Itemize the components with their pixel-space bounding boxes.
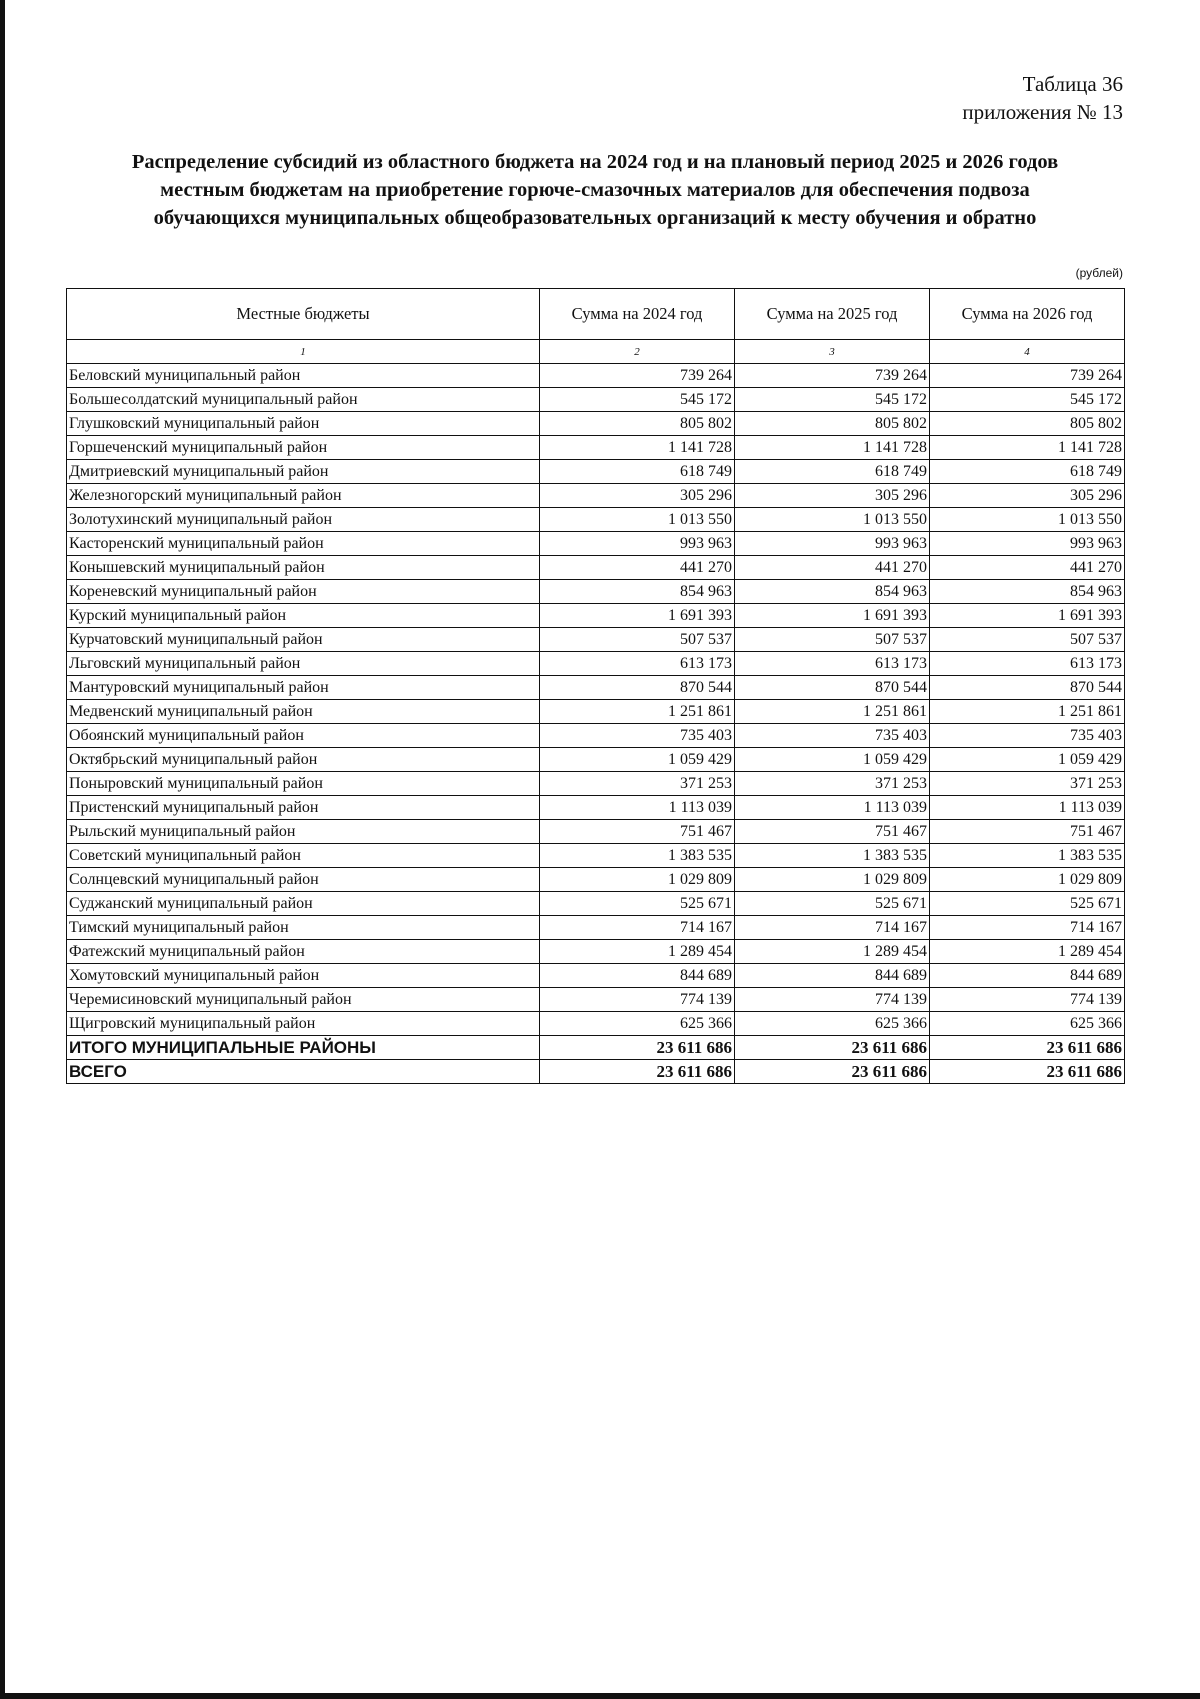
amount-2026-cell: 23 611 686: [930, 1036, 1125, 1060]
amount-2024-cell: 1 059 429: [540, 748, 735, 772]
district-name-cell: Беловский муниципальный район: [67, 364, 540, 388]
district-name-cell: Глушковский муниципальный район: [67, 412, 540, 436]
amount-2025-cell: 1 141 728: [735, 436, 930, 460]
amount-2024-cell: 993 963: [540, 532, 735, 556]
title-line-3: обучающихся муниципальных общеобразовательных организаций к месту обучения и обратно: [153, 207, 1037, 229]
column-number: 1: [67, 340, 540, 364]
document-reference: [962, 70, 1123, 126]
amount-2026-cell: 854 963: [930, 580, 1125, 604]
table-row: [67, 676, 1125, 700]
subsidy-table: [66, 288, 1125, 1084]
amount-2024-cell: 507 537: [540, 628, 735, 652]
amount-2024-cell: 371 253: [540, 772, 735, 796]
amount-2025-cell: 23 611 686: [735, 1060, 930, 1084]
amount-2024-cell: 854 963: [540, 580, 735, 604]
amount-2026-cell: 618 749: [930, 460, 1125, 484]
table-row: [67, 964, 1125, 988]
amount-2026-cell: 305 296: [930, 484, 1125, 508]
table-row: [67, 532, 1125, 556]
amount-2026-cell: 1 289 454: [930, 940, 1125, 964]
column-header-budgets: Местные бюджеты: [67, 289, 540, 340]
table-row: [67, 844, 1125, 868]
amount-2025-cell: 507 537: [735, 628, 930, 652]
table-row: [67, 460, 1125, 484]
amount-2024-cell: 739 264: [540, 364, 735, 388]
table-row: [67, 916, 1125, 940]
amount-2024-cell: 1 691 393: [540, 604, 735, 628]
district-name-cell: Суджанский муниципальный район: [67, 892, 540, 916]
amount-2025-cell: 625 366: [735, 1012, 930, 1036]
scan-border-bottom: [0, 1693, 1200, 1699]
amount-2025-cell: 1 691 393: [735, 604, 930, 628]
column-number: 3: [735, 340, 930, 364]
title-line-1: Распределение субсидий из областного бюджета на 2024 год и на плановый период 2025 и 2026 годов: [131, 151, 1059, 173]
amount-2025-cell: 441 270: [735, 556, 930, 580]
amount-2025-cell: 618 749: [735, 460, 930, 484]
district-name-cell: Железногорский муниципальный район: [67, 484, 540, 508]
amount-2026-cell: 1 691 393: [930, 604, 1125, 628]
table-number-label: Таблица 36: [1022, 72, 1123, 96]
amount-2025-cell: 854 963: [735, 580, 930, 604]
table-row: [67, 748, 1125, 772]
table-row: [67, 892, 1125, 916]
amount-2025-cell: 805 802: [735, 412, 930, 436]
district-name-cell: Октябрьский муниципальный район: [67, 748, 540, 772]
district-name-cell: Курский муниципальный район: [67, 604, 540, 628]
district-name-cell: Горшеченский муниципальный район: [67, 436, 540, 460]
amount-2025-cell: 870 544: [735, 676, 930, 700]
amount-2026-cell: 613 173: [930, 652, 1125, 676]
amount-2024-cell: 1 383 535: [540, 844, 735, 868]
amount-2026-cell: 507 537: [930, 628, 1125, 652]
table-row: [67, 508, 1125, 532]
district-name-cell: Касторенский муниципальный район: [67, 532, 540, 556]
district-name-cell: Поныровский муниципальный район: [67, 772, 540, 796]
district-name-cell: Щигровский муниципальный район: [67, 1012, 540, 1036]
amount-2026-cell: 1 141 728: [930, 436, 1125, 460]
amount-2025-cell: 739 264: [735, 364, 930, 388]
amount-2024-cell: 1 141 728: [540, 436, 735, 460]
amount-2024-cell: 23 611 686: [540, 1036, 735, 1060]
table-row: [67, 652, 1125, 676]
table-row: [67, 604, 1125, 628]
amount-2025-cell: 1 013 550: [735, 508, 930, 532]
district-name-cell: Советский муниципальный район: [67, 844, 540, 868]
district-name-cell: Фатежский муниципальный район: [67, 940, 540, 964]
district-name-cell: Рыльский муниципальный район: [67, 820, 540, 844]
amount-2026-cell: 774 139: [930, 988, 1125, 1012]
amount-2024-cell: 1 251 861: [540, 700, 735, 724]
amount-2026-cell: 441 270: [930, 556, 1125, 580]
column-number-row: [67, 340, 1125, 364]
amount-2024-cell: 1 289 454: [540, 940, 735, 964]
table-row: [67, 580, 1125, 604]
amount-2024-cell: 625 366: [540, 1012, 735, 1036]
amount-2026-cell: 371 253: [930, 772, 1125, 796]
amount-2024-cell: 774 139: [540, 988, 735, 1012]
amount-2024-cell: 751 467: [540, 820, 735, 844]
column-number: 4: [930, 340, 1125, 364]
table-body: [67, 364, 1125, 1084]
amount-2026-cell: 23 611 686: [930, 1060, 1125, 1084]
amount-2025-cell: 774 139: [735, 988, 930, 1012]
amount-2026-cell: 1 013 550: [930, 508, 1125, 532]
amount-2024-cell: 525 671: [540, 892, 735, 916]
amount-2025-cell: 1 251 861: [735, 700, 930, 724]
district-name-cell: Солнцевский муниципальный район: [67, 868, 540, 892]
amount-2025-cell: 1 383 535: [735, 844, 930, 868]
total-row: [67, 1060, 1125, 1084]
column-header-2026: Сумма на 2026 год: [930, 289, 1125, 340]
amount-2026-cell: 714 167: [930, 916, 1125, 940]
amount-2024-cell: 870 544: [540, 676, 735, 700]
amount-2025-cell: 525 671: [735, 892, 930, 916]
amount-2024-cell: 1 113 039: [540, 796, 735, 820]
district-name-cell: Кореневский муниципальный район: [67, 580, 540, 604]
table-row: [67, 556, 1125, 580]
district-name-cell: Курчатовский муниципальный район: [67, 628, 540, 652]
column-header-2024: Сумма на 2024 год: [540, 289, 735, 340]
table-row: [67, 628, 1125, 652]
district-name-cell: ВСЕГО: [67, 1060, 540, 1084]
amount-2026-cell: 625 366: [930, 1012, 1125, 1036]
amount-2024-cell: 613 173: [540, 652, 735, 676]
amount-2026-cell: 739 264: [930, 364, 1125, 388]
amount-2025-cell: 844 689: [735, 964, 930, 988]
amount-2026-cell: 1 251 861: [930, 700, 1125, 724]
amount-2025-cell: 1 289 454: [735, 940, 930, 964]
amount-2026-cell: 1 113 039: [930, 796, 1125, 820]
amount-2026-cell: 545 172: [930, 388, 1125, 412]
amount-2026-cell: 844 689: [930, 964, 1125, 988]
table-row: [67, 700, 1125, 724]
table-row: [67, 364, 1125, 388]
district-name-cell: Черемисиновский муниципальный район: [67, 988, 540, 1012]
amount-2025-cell: 751 467: [735, 820, 930, 844]
district-name-cell: Обоянский муниципальный район: [67, 724, 540, 748]
amount-2025-cell: 23 611 686: [735, 1036, 930, 1060]
table-row: [67, 484, 1125, 508]
table-row: [67, 436, 1125, 460]
amount-2026-cell: 735 403: [930, 724, 1125, 748]
district-name-cell: Хомутовский муниципальный район: [67, 964, 540, 988]
table-row: [67, 772, 1125, 796]
table-row: [67, 388, 1125, 412]
amount-2026-cell: 1 059 429: [930, 748, 1125, 772]
document-title: [60, 148, 1130, 232]
district-name-cell: ИТОГО МУНИЦИПАЛЬНЫЕ РАЙОНЫ: [67, 1036, 540, 1060]
table-row: [67, 1012, 1125, 1036]
amount-2025-cell: 714 167: [735, 916, 930, 940]
amount-2025-cell: 613 173: [735, 652, 930, 676]
appendix-number-label: приложения № 13: [962, 100, 1123, 124]
district-name-cell: Мантуровский муниципальный район: [67, 676, 540, 700]
amount-2024-cell: 714 167: [540, 916, 735, 940]
district-name-cell: Большесолдатский муниципальный район: [67, 388, 540, 412]
amount-2026-cell: 751 467: [930, 820, 1125, 844]
amount-2024-cell: 735 403: [540, 724, 735, 748]
amount-2024-cell: 23 611 686: [540, 1060, 735, 1084]
district-name-cell: Золотухинский муниципальный район: [67, 508, 540, 532]
amount-2024-cell: 805 802: [540, 412, 735, 436]
title-line-2: местным бюджетам на приобретение горюче-смазочных материалов для обеспечения подвоза: [160, 179, 1030, 201]
amount-2025-cell: 1 029 809: [735, 868, 930, 892]
amount-2024-cell: 844 689: [540, 964, 735, 988]
district-name-cell: Медвенский муниципальный район: [67, 700, 540, 724]
amount-2025-cell: 371 253: [735, 772, 930, 796]
district-name-cell: Дмитриевский муниципальный район: [67, 460, 540, 484]
table-row: [67, 724, 1125, 748]
amount-2024-cell: 1 013 550: [540, 508, 735, 532]
amount-2026-cell: 1 383 535: [930, 844, 1125, 868]
district-name-cell: Льговский муниципальный район: [67, 652, 540, 676]
amount-2025-cell: 305 296: [735, 484, 930, 508]
amount-2026-cell: 1 029 809: [930, 868, 1125, 892]
table-row: [67, 988, 1125, 1012]
scan-border-left: [0, 0, 5, 1699]
units-label: (рублей): [1075, 266, 1123, 280]
table-row: [67, 868, 1125, 892]
amount-2024-cell: 1 029 809: [540, 868, 735, 892]
amount-2025-cell: 993 963: [735, 532, 930, 556]
table-row: [67, 940, 1125, 964]
amount-2025-cell: 545 172: [735, 388, 930, 412]
amount-2025-cell: 1 059 429: [735, 748, 930, 772]
amount-2026-cell: 870 544: [930, 676, 1125, 700]
district-name-cell: Пристенский муниципальный район: [67, 796, 540, 820]
amount-2026-cell: 993 963: [930, 532, 1125, 556]
table-row: [67, 412, 1125, 436]
table-row: [67, 796, 1125, 820]
amount-2026-cell: 805 802: [930, 412, 1125, 436]
column-header-2025: Сумма на 2025 год: [735, 289, 930, 340]
amount-2024-cell: 545 172: [540, 388, 735, 412]
table-row: [67, 820, 1125, 844]
table-header-row: [67, 289, 1125, 340]
amount-2024-cell: 305 296: [540, 484, 735, 508]
amount-2024-cell: 441 270: [540, 556, 735, 580]
total-row: [67, 1036, 1125, 1060]
amount-2025-cell: 1 113 039: [735, 796, 930, 820]
district-name-cell: Тимский муниципальный район: [67, 916, 540, 940]
district-name-cell: Конышевский муниципальный район: [67, 556, 540, 580]
amount-2026-cell: 525 671: [930, 892, 1125, 916]
column-number: 2: [540, 340, 735, 364]
amount-2025-cell: 735 403: [735, 724, 930, 748]
amount-2024-cell: 618 749: [540, 460, 735, 484]
